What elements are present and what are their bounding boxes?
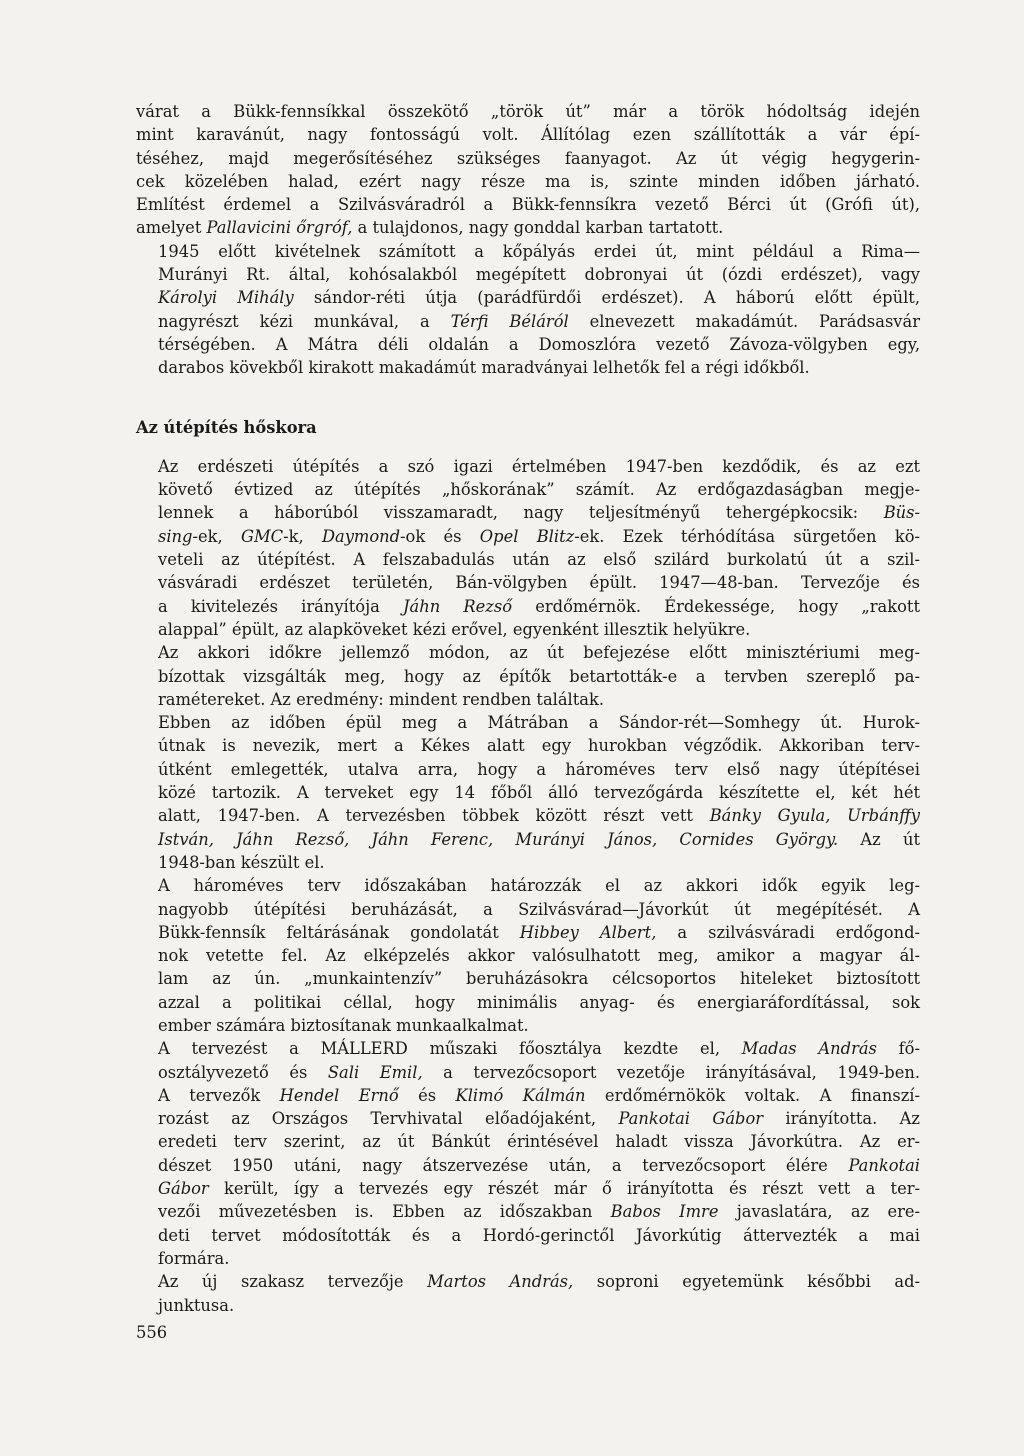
paragraph <box>136 1270 920 1317</box>
text-line: Említést érdemel a Szilvásváradról a Bükk-fennsíkra vezető Bérci út (Grófi út), <box>136 195 920 215</box>
text-line: útként emlegették, utalva arra, hogy a hároméves terv első nagy útépítései <box>158 759 920 779</box>
text-line: alappal” épült, az alapköveket kézi erővel, egyenként illesztik helyükre. <box>158 619 751 639</box>
paragraph <box>136 100 920 240</box>
text-line: téséhez, majd megerősítéséhez szükséges faanyagot. Az út végig hegygerin- <box>136 148 920 168</box>
text-line: követő évtized az útépítés „hőskorának” számít. Az erdőgazdaságban megje- <box>158 480 920 500</box>
text-line: A hároméves terv időszakában határozzák el az akkori idők egyik leg- <box>158 876 920 896</box>
text-line: eredeti terv szerint, az út Bánkút érintésével haladt vissza Jávorkútra. Az er- <box>158 1132 920 1152</box>
paragraph <box>136 711 920 874</box>
text-line: A tervezők Hendel Ernő és Klimó Kálmán erdőmérnökök voltak. A finanszí- <box>158 1085 921 1105</box>
text-line: alatt, 1947-ben. A tervezésben többek között részt vett Bánky Gyula, Urbánffy <box>158 806 920 826</box>
text-line: vásváradi erdészet területén, Bán-völgyben épült. 1947—48-ban. Tervezője és <box>158 573 920 593</box>
text-line: osztályvezető és Sali Emil, a tervezőcsoport vezetője irányításával, 1949-ben. <box>158 1062 920 1082</box>
section-heading: Az útépítés hőskora <box>136 417 317 437</box>
paragraph <box>136 455 920 641</box>
text-line: a kivitelezés irányítója Jáhn Rezső erdőmérnök. Érdekessége, hogy „rakott <box>158 596 920 616</box>
text-line: közé tartozik. A terveket egy 14 főből álló tervezőgárda készítette el, két hét <box>158 783 920 803</box>
text-line: mint karavánút, nagy fontosságú volt. Állítólag ezen szállították a vár épí- <box>136 125 920 145</box>
paragraph <box>136 240 920 380</box>
text-line: Ebben az időben épül meg a Mátrában a Sándor-rét—Somhegy út. Hurok- <box>158 713 920 733</box>
text-line: darabos kövekből kirakott makadámút maradványai lelhetők fel a régi időkből. <box>158 358 810 378</box>
text-line: junktusa. <box>158 1295 235 1315</box>
text-line: deti tervet módosították és a Hordó-gerinctől Jávorkútig áttervezték a mai <box>158 1225 920 1245</box>
text-line: ramétereket. Az eredmény: mindent rendben találtak. <box>158 689 605 709</box>
text-line: azzal a politikai céllal, hogy minimális anyag- és energiaráfordítással, sok <box>158 992 920 1012</box>
text-line: sing-ek, GMC-k, Daymond-ok és Opel Blitz-ek. Ezek térhódítása sürgetően kö- <box>158 526 921 546</box>
text-line: bízottak vizsgálták meg, hogy az építők betartották-e a tervben szereplő pa- <box>158 666 920 686</box>
text-line: ember számára biztosítanak munkaalkalmat. <box>158 1015 529 1035</box>
text-line: 1948-ban készült el. <box>158 852 325 872</box>
text-line: Bükk-fennsík feltárásának gondolatát Hibbey Albert, a szilvásváradi erdőgond- <box>158 922 920 942</box>
text-line: nagyrészt kézi munkával, a Térfi Béláról elnevezett makadámút. Parádsasvár <box>158 311 920 331</box>
text-line: Az akkori időkre jellemző módon, az út befejezése előtt minisztériumi meg- <box>158 643 920 663</box>
text-line: Az új szakasz tervezője Martos András, soproni egyetemünk későbbi ad- <box>158 1272 920 1292</box>
paragraph <box>136 874 920 1037</box>
text-line: lam az ún. „munkaintenzív” beruházásokra célcsoportos hiteleket biztosított <box>158 969 920 989</box>
text-line: István, Jáhn Rezső, Jáhn Ferenc, Murányi János, Cornides György. Az út <box>158 829 920 849</box>
text-line: Károlyi Mihály sándor-réti útja (parádfürdői erdészet). A háború előtt épült, <box>158 288 920 308</box>
text-line: Az erdészeti útépítés a szó igazi értelmében 1947-ben kezdődik, és az ezt <box>158 456 920 476</box>
text-line: dészet 1950 utáni, nagy átszervezése után, a tervezőcsoport élére Pankotai <box>158 1155 920 1175</box>
text-line: cek közelében halad, ezért nagy része ma is, szinte minden időben járható. <box>136 171 920 191</box>
paragraph <box>136 641 920 711</box>
text-line: térségében. A Mátra déli oldalán a Domoszlóra vezető Závoza-völgyben egy, <box>158 334 920 354</box>
text-line: vezői művezetésben is. Ebben az időszakban Babos Imre javaslatára, az ere- <box>158 1202 920 1222</box>
text-line: amelyet Pallavicini őrgróf, a tulajdonos, nagy gonddal karban tartatott. <box>136 218 724 238</box>
text-line: formára. <box>158 1248 230 1268</box>
paragraph <box>136 1037 920 1270</box>
text-line: A tervezést a MÁLLERD műszaki főosztálya kezdte el, Madas András fő- <box>158 1039 920 1059</box>
text-line: Murányi Rt. által, kohósalakból megépített dobronyai út (ózdi erdészet), vagy <box>158 265 920 285</box>
text-line: veteli az útépítést. A felszabadulás után az első szilárd burkolatú út a szil- <box>158 550 920 570</box>
text-line: rozást az Országos Tervhivatal előadójaként, Pankotai Gábor irányította. Az <box>158 1109 920 1129</box>
page-body <box>136 100 920 1317</box>
page-number: 556 <box>136 1323 168 1342</box>
text-line: Gábor került, így a tervezés egy részét már ő irányította és részt vett a ter- <box>158 1179 920 1199</box>
text-line: útnak is nevezik, mert a Kékes alatt egy hurokban végződik. Akkoriban terv- <box>158 736 920 756</box>
text-line: 1945 előtt kivételnek számított a kőpályás erdei út, mint például a Rima— <box>158 241 920 261</box>
text-line: nok vetette fel. Az elképzelés akkor valósulhatott meg, amikor a magyar ál- <box>158 946 920 966</box>
text-line: lennek a háborúból visszamaradt, nagy teljesítményű tehergépkocsik: Büs- <box>158 503 920 523</box>
text-line: várat a Bükk-fennsíkkal összekötő „török út” már a török hódoltság idején <box>136 102 920 121</box>
text-line: nagyobb útépítési beruházását, a Szilvásvárad—Jávorkút út megépítését. A <box>158 899 920 919</box>
